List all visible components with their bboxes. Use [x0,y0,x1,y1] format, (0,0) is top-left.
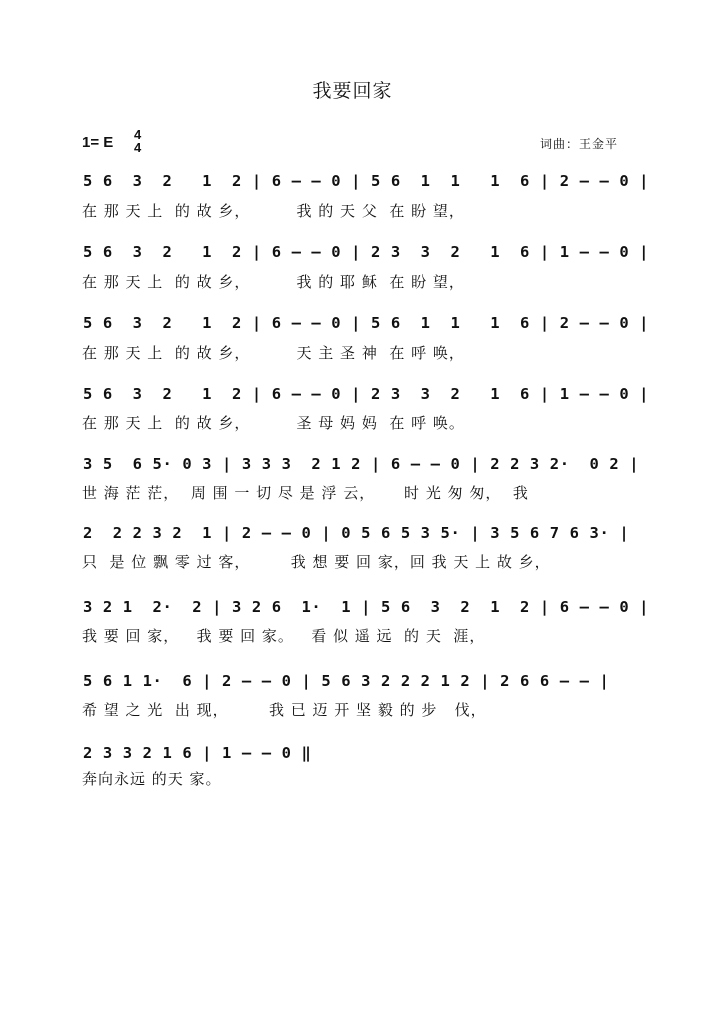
lyrics-line-9: 奔向永远 的天 家。 [82,770,222,788]
lyrics-line-8: 希 望 之 光 出 现， 我 已 迈 开 坚 毅 的 步 伐， [82,701,487,719]
time-signature-top: 4 [134,127,142,142]
time-signature [134,128,141,154]
credit-line: 词曲：王金平 [540,137,619,151]
lyrics-line-6: 只 是 位 飘 零 过 客， 我 想 要 回 家，回 我 天 上 故 乡， [82,553,551,571]
notation-line-1: 5 6 3 2 1 2 | 6 – – 0 | 5 6 1 1 1 6 | 2 – – 0 | [83,172,650,190]
lyrics-line-3: 在 那 天 上 的 故 乡， 天 主 圣 神 在 呼 唤， [82,344,465,362]
time-signature-bottom: 4 [134,140,142,155]
notation-line-7: 3 2 1 2· 2 | 3 2 6 1· 1 | 5 6 3 2 1 2 | 6 – – 0 | [83,598,650,616]
key-signature: 1= E [82,134,114,151]
notation-line-3: 5 6 3 2 1 2 | 6 – – 0 | 5 6 1 1 1 6 | 2 – – 0 | [83,314,650,332]
notation-line-5: 3 5 6 5· 0 3 | 3 3 3 2 1 2 | 6 – – 0 | 2 2 3 2· 0 2 | [83,455,640,473]
notation-line-8: 5 6 1 1· 6 | 2 – – 0 | 5 6 3 2 2 2 1 2 | 2 6 6 – – | [83,672,610,690]
song-title: 我要回家 [312,80,393,102]
notation-line-9: 2 3 3 2 1 6 | 1 – – 0 ‖ [83,744,312,762]
lyrics-line-7: 我 要 回 家， 我 要 回 家。 看 似 遥 远 的 天 涯， [82,627,486,645]
lyrics-line-2: 在 那 天 上 的 故 乡， 我 的 耶 稣 在 盼 望， [82,273,465,291]
lyrics-line-4: 在 那 天 上 的 故 乡， 圣 母 妈 妈 在 呼 唤。 [82,414,465,432]
lyrics-line-1: 在 那 天 上 的 故 乡， 我 的 天 父 在 盼 望， [82,202,465,220]
notation-line-4: 5 6 3 2 1 2 | 6 – – 0 | 2 3 3 2 1 6 | 1 – – 0 | [83,385,650,403]
notation-line-2: 5 6 3 2 1 2 | 6 – – 0 | 2 3 3 2 1 6 | 1 – – 0 | [83,243,650,261]
lyrics-line-5: 世 海 茫 茫， 周 围 一 切 尽 是 浮 云， 时 光 匆 匆， 我 [82,484,529,502]
notation-line-6: 2 2 2 3 2 1 | 2 – – 0 | 0 5 6 5 3 5· | 3 5 6 7 6 3· | [83,524,630,542]
